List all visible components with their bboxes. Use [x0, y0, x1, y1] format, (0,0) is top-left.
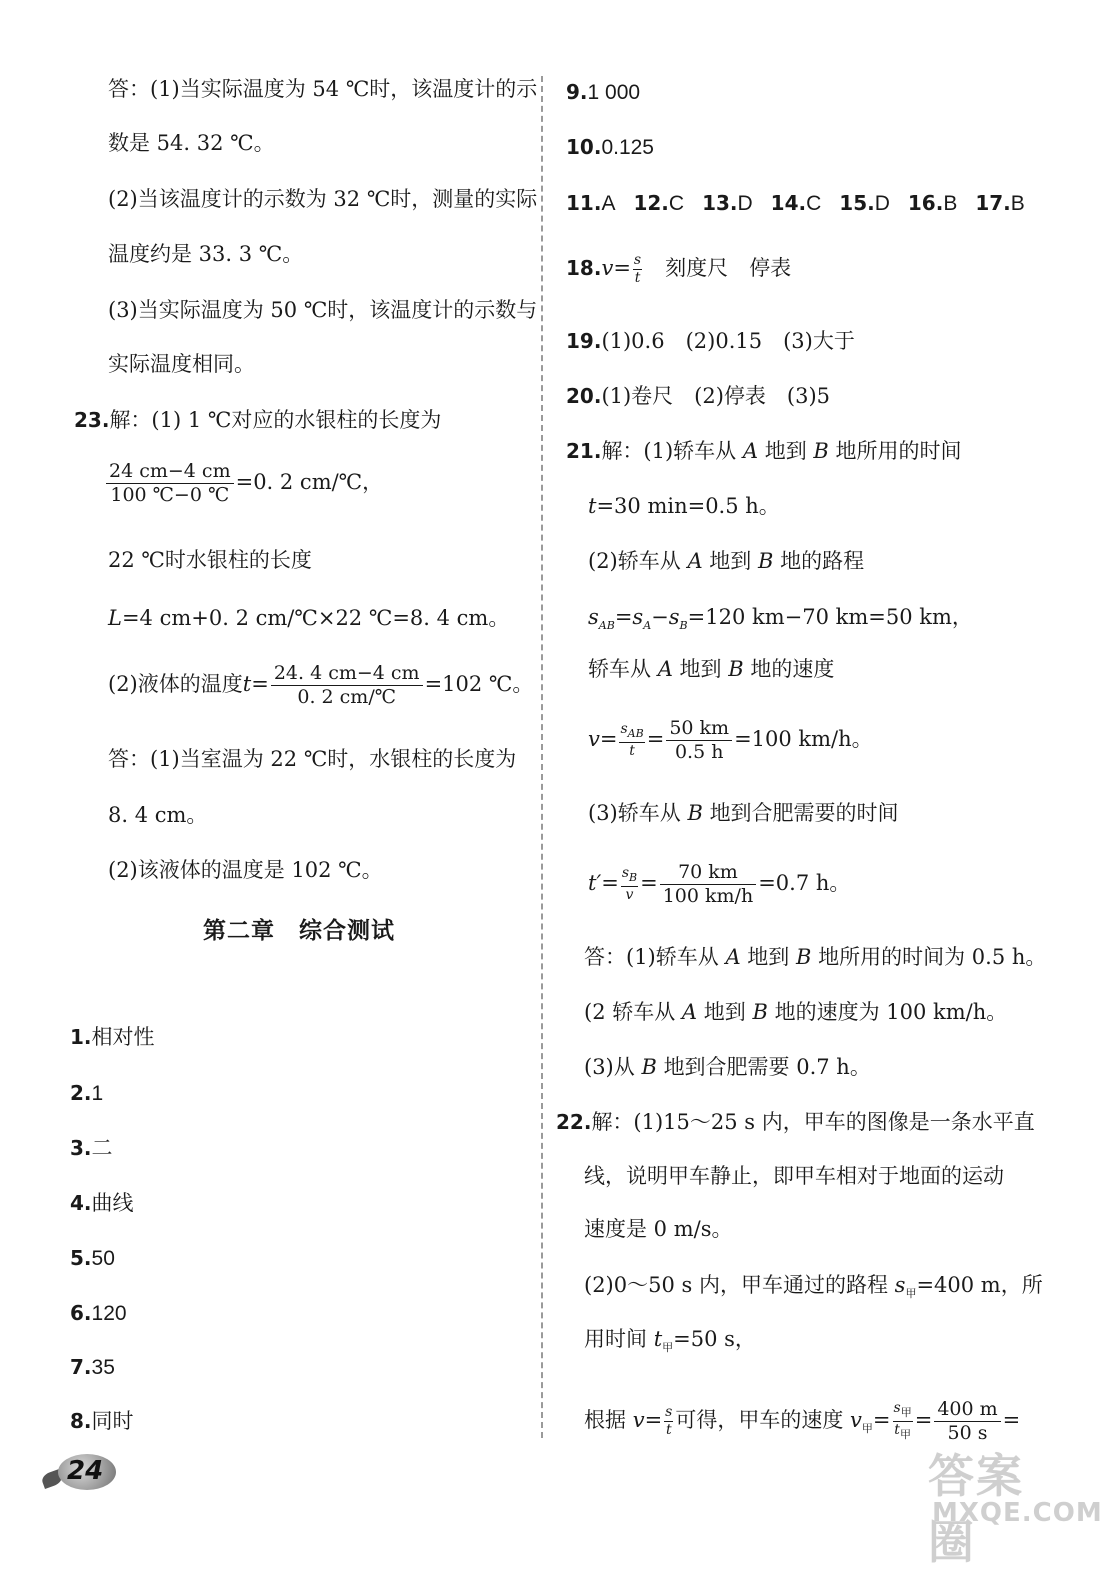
q23-answer-1: 答：(1)当室温为 22 ℃时，水银柱的长度为	[108, 747, 517, 771]
answer-21-conclusion-3: (3)从 B 地到合肥需要 0.7 h。	[584, 1055, 871, 1079]
answer-20: 20.(1)卷尺 (2)停表 (3)5	[566, 384, 831, 408]
list-item: 2.1	[70, 1081, 104, 1105]
multiple-choice-answers: 11.A 12.C 13.D 14.C 15.D 16.B 17.B	[566, 191, 1025, 215]
answer-21-line-2: t=30 min=0.5 h。	[588, 494, 780, 518]
list-item: 6.120	[70, 1301, 127, 1325]
fraction: $\frac{24. 4 cm-4 cm}{0. 2 cm/℃}$	[271, 662, 423, 709]
list-item: 7.35	[70, 1355, 115, 1379]
fraction: $\frac{s}{t}$	[665, 1404, 673, 1438]
q23-formula-1: $\frac{24 cm-4 cm}{100 ℃-0 ℃}$ =0. 2 cm/℃，	[104, 460, 383, 507]
answer-22-right-line-1: 22.解：(1)15～25 s 内，甲车的图像是一条水平直	[556, 1110, 1035, 1134]
fraction: $\frac{s_B}{v}$	[621, 865, 638, 903]
fraction: $\frac{s_甲}{t_甲}$	[893, 1400, 912, 1441]
fraction: $\frac{50 km}{0.5 h}$	[666, 717, 732, 764]
answer-21-line-7: (3)轿车从 B 地到合肥需要的时间	[588, 801, 899, 825]
answer-21-formula-time: t′= $\frac{s_B}{v}$ = $\frac{70 km}{100 km/h}$ =0.7 h。	[588, 861, 851, 907]
fraction: $\frac{24 cm-4 cm}{100 ℃-0 ℃}$	[106, 460, 234, 507]
answer-21-line-3: (2)轿车从 A 地到 B 地的路程	[588, 549, 865, 573]
chapter-title: 第二章 综合测试	[203, 918, 395, 944]
fraction: $\frac{s_{AB}}{t}$	[620, 721, 644, 759]
watermark-logo: 答案圈 MXQE.COM	[928, 1449, 1103, 1569]
q23-answer-3: (2)该液体的温度是 102 ℃。	[108, 858, 383, 882]
q23-line-3: 22 ℃时水银柱的长度	[108, 548, 312, 572]
q23-intro: 解：(1) 1 ℃对应的水银柱的长度为	[109, 408, 442, 432]
answer-22-right-line-4: (2)0～50 s 内，甲车通过的路程 $s_甲=400$ m，所	[584, 1273, 1043, 1301]
answer-22-line-3: (2)当该温度计的示数为 32 ℃时，测量的实际	[108, 187, 538, 211]
answer-9: 9.1 000	[566, 80, 641, 104]
fraction: $\frac{70 km}{100 km/h}$	[660, 861, 756, 908]
answer-19: 19.(1)0.6 (2)0.15 (3)大于	[566, 329, 855, 353]
answer-22-right-line-5: 用时间 $t_甲=50$ s，	[584, 1327, 756, 1355]
q23-answer-2: 8. 4 cm。	[108, 803, 208, 827]
question-number: 23.	[74, 408, 110, 432]
answer-22-line-1: 答：(1)当实际温度为 54 ℃时，该温度计的示	[108, 77, 538, 101]
page-number: 24	[67, 1456, 104, 1486]
list-item: 8.同时	[70, 1409, 134, 1433]
page-number-badge	[58, 1454, 116, 1490]
answer-10: 10.0.125	[566, 135, 654, 159]
answer-22-right-line-3: 速度是 0 m/s。	[584, 1217, 733, 1241]
answer-22-line-6: 实际温度相同。	[108, 352, 255, 376]
fraction: $\frac{s}{t}$	[633, 252, 642, 286]
q23-formula-2: (2)液体的温度t= $\frac{24. 4 cm-4 cm}{0. 2 cm/℃}$ =102 ℃。	[108, 662, 534, 708]
answer-22-line-5: (3)当实际温度为 50 ℃时，该温度计的示数与	[108, 298, 538, 322]
list-item: 4.曲线	[70, 1191, 134, 1215]
column-divider	[541, 76, 543, 1438]
answer-22-line-2: 数是 54. 32 ℃。	[108, 131, 275, 155]
answer-21-line-4: $s_{AB}=s_A-s_B=120$ km−70 km=50 km，	[588, 605, 973, 633]
answer-21-formula-speed: v= $\frac{s_{AB}}{t}$ = $\frac{50 km}{0.5 h}$ =100 km/h。	[588, 717, 873, 763]
question-23-line-1	[74, 407, 441, 433]
list-item: 1.相对性	[70, 1025, 155, 1049]
answer-22-line-4: 温度约是 33. 3 ℃。	[108, 242, 304, 266]
answer-21-conclusion-1: 答：(1)轿车从 A 地到 B 地所用的时间为 0.5 h。	[584, 945, 1047, 969]
answer-22-right-line-2: 线，说明甲车静止，即甲车相对于地面的运动	[584, 1164, 1004, 1188]
answer-21-line-5: 轿车从 A 地到 B 地的速度	[588, 657, 835, 681]
answer-21-conclusion-2: (2 轿车从 A 地到 B 地的速度为 100 km/h。	[584, 1000, 1008, 1024]
fraction: $\frac{400 m}{50 s}$	[934, 1398, 1000, 1445]
answer-18: 18.v= $\frac{s}{t}$ 刻度尺 停表	[566, 252, 792, 286]
list-item: 5.50	[70, 1246, 115, 1270]
answer-22-right-formula: 根据 v= $\frac{s}{t}$ 可得，甲车的速度 $v_甲=$ $\frac{s_甲}{t_甲}$ = $\frac{400 m}{50 s}$ =	[584, 1398, 1021, 1444]
q23-line-4: L=4 cm+0. 2 cm/℃×22 ℃=8. 4 cm。	[108, 606, 510, 630]
answer-21-line-1: 21.解：(1)轿车从 A 地到 B 地所用的时间	[566, 439, 962, 463]
list-item: 3.二	[70, 1136, 113, 1160]
